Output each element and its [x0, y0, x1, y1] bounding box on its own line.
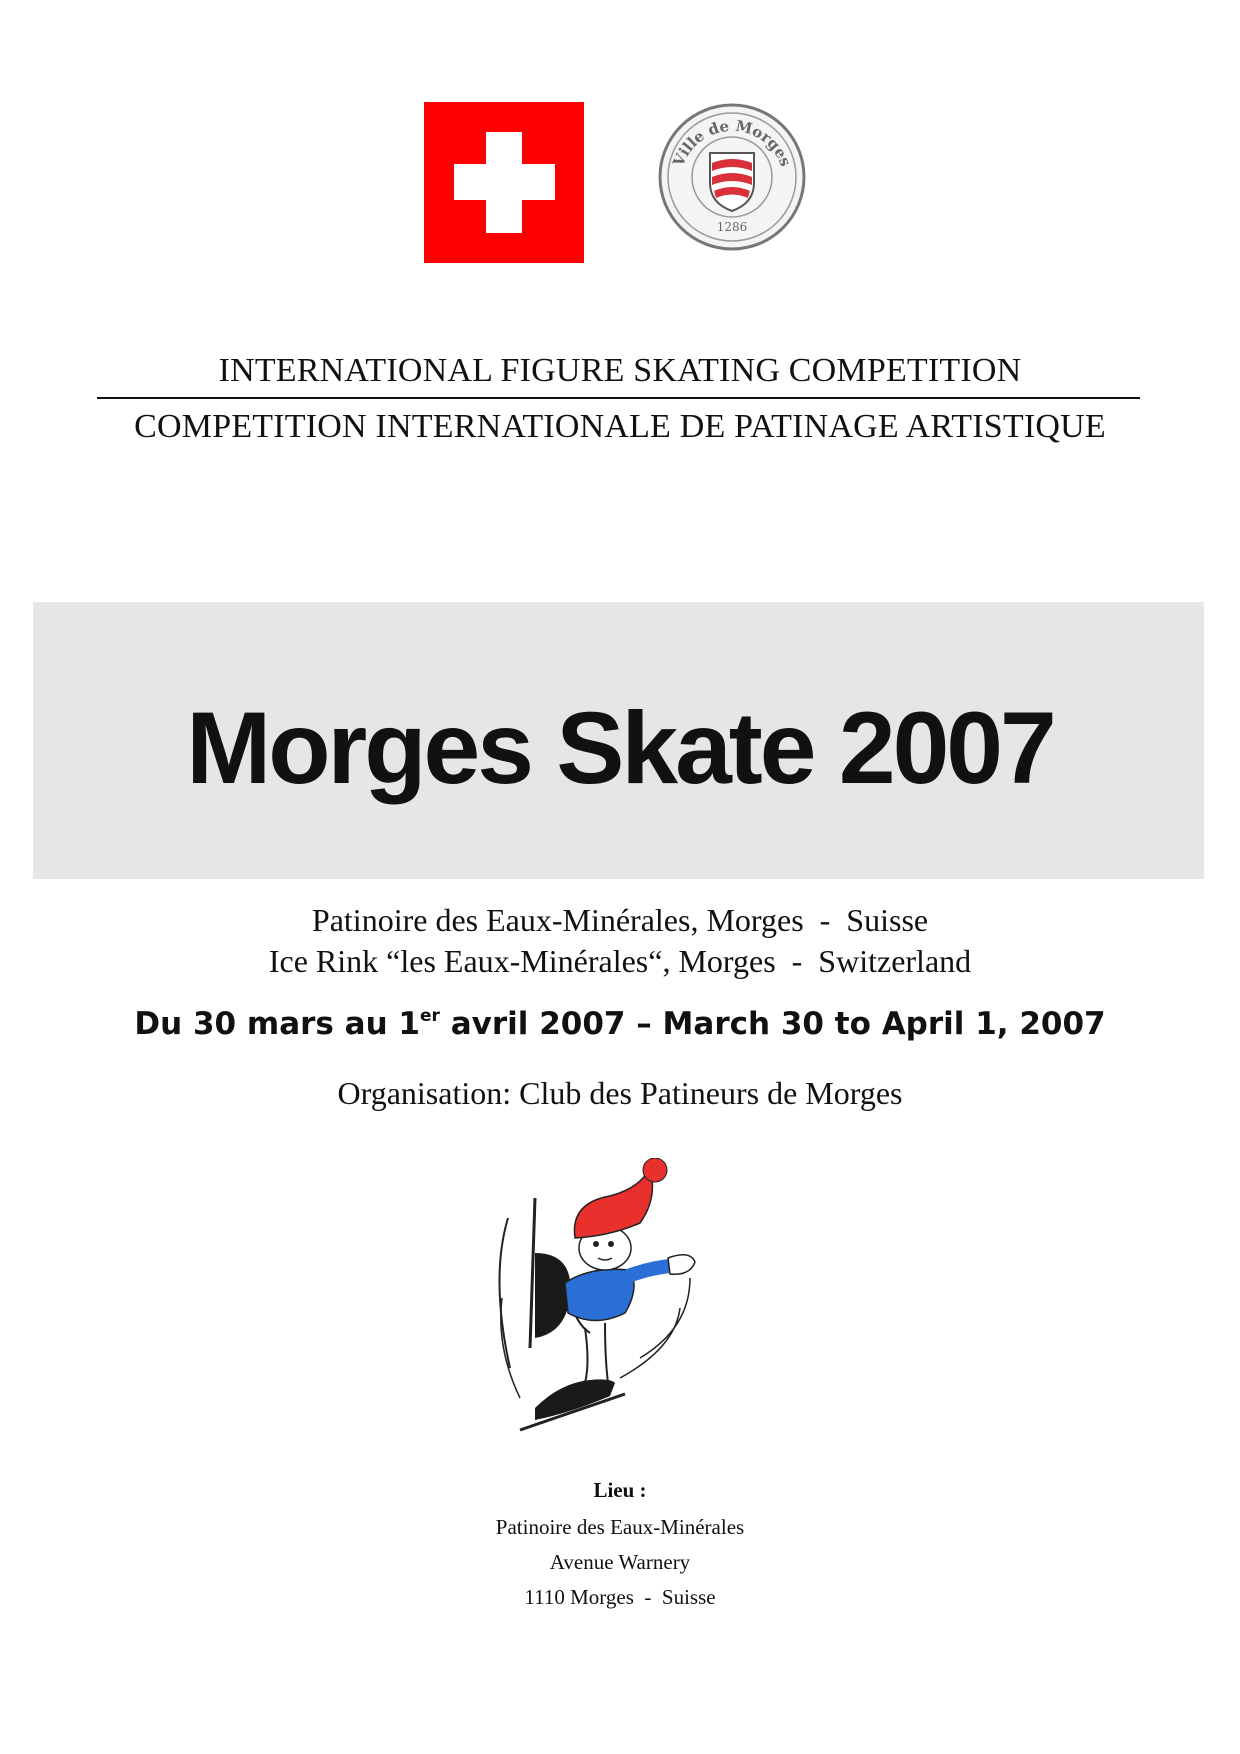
venue-english: Ice Rink “les Eaux-Minérales“, Morges - Switzerland [268, 943, 972, 979]
event-dates [0, 1006, 1240, 1042]
flag-cross-horizontal [454, 164, 555, 200]
address-line: Patinoire des Eaux-Minérales [495, 1515, 745, 1539]
heading-french: COMPETITION INTERNATIONALE DE PATINAGE ARTISTIQUE [134, 408, 1106, 445]
address-line: Avenue Warnery [549, 1550, 691, 1574]
address-line: 1110 Morges - Suisse [524, 1585, 716, 1609]
svg-text:1286: 1286 [716, 220, 748, 234]
dates-part-1: Du 30 mars au 1 [134, 1006, 421, 1042]
heading-english: INTERNATIONAL FIGURE SKATING COMPETITION [218, 352, 1022, 389]
venue-french: Patinoire des Eaux-Minérales, Morges - Suisse [311, 902, 929, 938]
skating-gnome-mascot-illustration [490, 1158, 750, 1458]
dates-superscript: er [420, 1006, 440, 1026]
ville-de-morges-seal-logo [658, 103, 806, 251]
svg-text:Ville de Morges: Ville de Morges [669, 116, 795, 169]
dates-part-2: avril 2007 – March 30 to April 1, 2007 [439, 1006, 1106, 1042]
swiss-flag-logo [424, 102, 584, 263]
heading-divider [97, 397, 1140, 399]
location-label: Lieu : [593, 1478, 647, 1502]
page-title: Morges Skate 2007 [186, 691, 1054, 805]
organisation-line: Organisation: Club des Patineurs de Morges [337, 1075, 903, 1111]
